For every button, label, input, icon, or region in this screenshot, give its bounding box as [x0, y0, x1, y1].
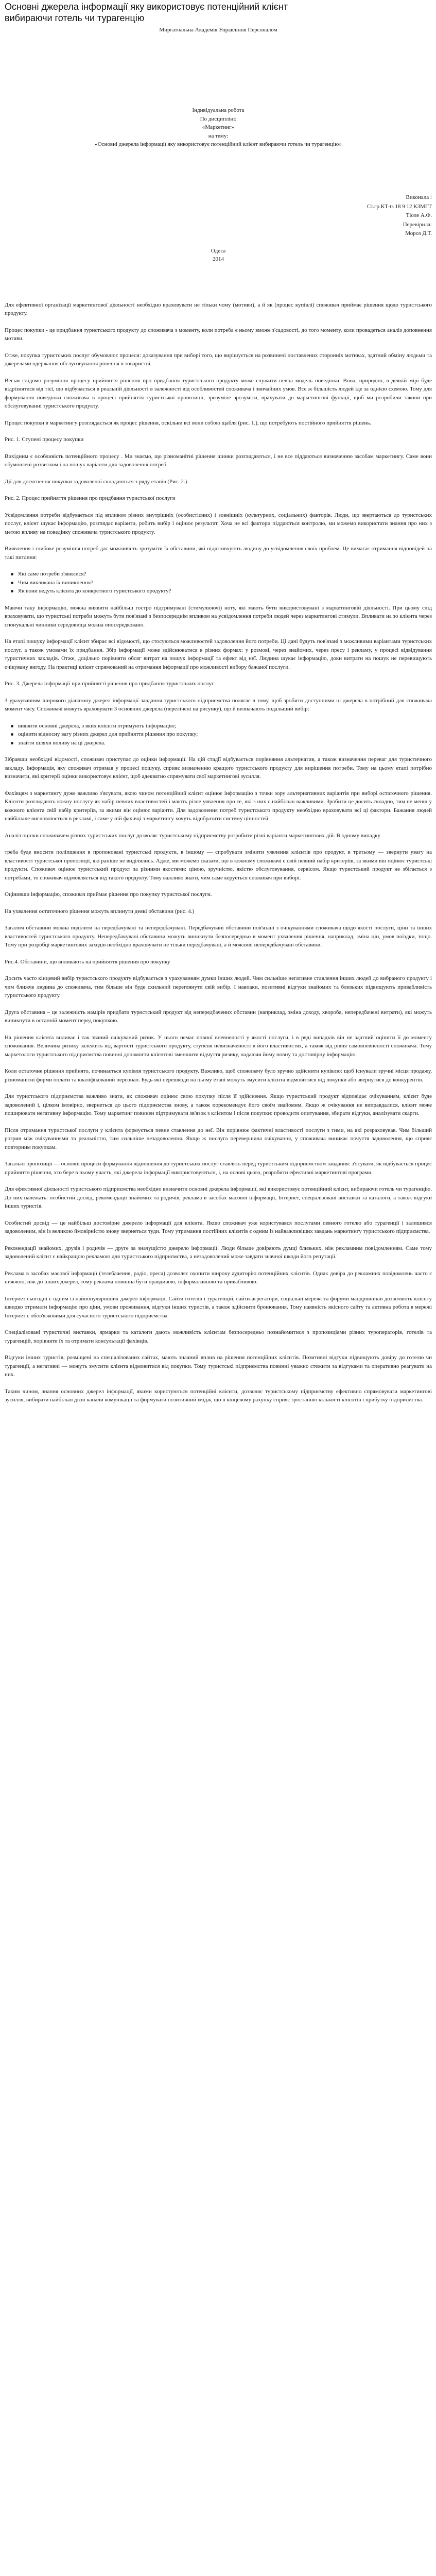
figure-caption: Рис. 2. Процес прийняття рішення про придбання туристської послуги: [5, 495, 176, 502]
body-paragraph: Зібравши необхідні відомості, споживач приступає до оцінки інформації. На цій стадії відбувається порівняння альтернатив, а також визначення переваг для туристичного закладу. Інформація, яку споживач отримав у процесі пошуку, сприяє визначенню кращого туристського продукту для вирішення потреби. Тому на цьому етапі потрібно визначити, які критерії оцінки використовує клієнт, щоб адекватно спрямувати свої маркетингові зусилля.: [5, 756, 432, 780]
work-type: Індивідуальна робота: [192, 107, 245, 114]
bullet-item: оцінити відносну вагу різних джерел для прийняття рішення про покупку;: [18, 730, 432, 739]
body-paragraph: Досить часто кінцевий вибір туристського продукту відбувається з урахуванням думки інших людей. Чим сильніше негативне ставлення інших людей до вибраного продукту і чим ближче людина до споживача, тим більше він буде схильний переглянути свій вибір. І навпаки, позитивні відгуки знайомих та близьких підвищують привабливість туристського продукту.: [5, 975, 432, 999]
body-paragraph: Усвідомлення потреби відбувається під впливом різних внутрішніх (особистісних) і зовнішніх (культурних, соціальних) факторів. Люди, що звертаються до туристських послуг, клієнт шукає інформацію, розглядає варіанти, робить вибір і оцінює результат. Хоча не всі фактори піддаються контролю, ми можемо використати знання про них з метою впливу на поведінку споживача туристського продукту.: [5, 512, 432, 535]
bullet-list: [5, 570, 432, 596]
cover-center-block: [5, 106, 432, 149]
year: 2014: [213, 256, 224, 263]
body-paragraph: Рекомендації знайомих, друзів і родичів — друге за значущістю джерело інформації. Люди більше довіряють думці близьких, ніж рекламним повідомленням. Саме тому задоволений клієнт є найкращою рекламою для туристського підприємства, а незадоволений може завдати значної шкоди його репутації.: [5, 1245, 432, 1260]
body-paragraph: Відгуки інших туристів, розміщені на спеціалізованих сайтах, мають значний вплив на рішення потенційних клієнтів. Позитивні відгуки підвищують довіру до готелю чи турагенції, а негативні — можуть змусити клієнта відмовитися від покупки. Тому туристські підприємства повинні уважно стежити за відгуками та оперативно реагувати на них.: [5, 1354, 432, 1378]
figure-caption: Рис. 3. Джерела інформації при прийнятті рішення про придбання туристських послуг: [5, 681, 214, 687]
body-paragraph: На рішення клієнта впливає і так званий очікуваний ризик. У нього немає повної впевненості у якості послуги, і в ряді випадків він не здатний оцінити її до моменту споживання. Величина ризику залежить від вартості туристського продукту, ступеня невизначеності в його властивостях, а також від рівня самовпевненості споживача. Тому маркетологи туристського підприємства повинні допомогти клієнтові зменшити відчуття ризику, надаючи йому повну та достовірну інформацію.: [5, 1034, 432, 1058]
body-paragraph: Весьм cлідомо розуміння процесу прийняття рішення про придбання туристського продукту може служити певна модель поведінки. Вона, природно, в деякій мірі буде відрізнятися від тієї, що відбувається в реальній діяльності в залежності від особливостей споживача і звичайних умов. Все ж більшість людей іде за однією схемою. Тому для формування поведінки споживача в процесі прийняття туристської пропозиції, зрозуміле зрозуміти, врахувати до маркетингові функції, щоб ми розробили закони при обслуговуванні туристського продукту.: [5, 377, 432, 410]
body-paragraph: Друга обставина – це залежність намірів придбати туристський продукт від непередбачених обставин (наприклад, зміна доходу, хвороба, непередбачені витрати), які можуть виникнути в останній момент перед покупкою.: [5, 1009, 432, 1024]
body-paragraph: На етапі пошуку інформації клієнт збирає всі відомості, що стосуються можливостей задоволення його потреби. Ці дані будуть пов'язані з можливими варіантами туристських послуг, а також умовами їх придбання. Збір інформації може здійснюватися в різних формах: у розмові, через знайомих, через пресу і рекламу, у процесі відвідування туристичних закладів. Отже, доцільно порівняти обсяг витрат на пошук інформації та ефект від неї. Людина шукає інформацію, доки витрати на пошук не перевищують очікувану вигоду. На практиці клієнт спрямований на отримання інформації про можливості вибору бажаної послуги.: [5, 638, 432, 670]
institution-name: Миргатоальна Академія Управління Персоналом: [159, 26, 277, 33]
body-paragraph: Особистий досвід — це найбільш достовірне джерело інформації для клієнта. Якщо споживач уже користувався послугами певного готелю або турагенції і залишився задоволеним, він із великою ймовірністю знову звернеться туди. Тому утримання постійних клієнтів є одним із найважливіших завдань маркетингу туристського підприємства.: [5, 1219, 432, 1235]
body-paragraph: Фахівцям з маркетингу дуже важливо з'ясувати, якою чином потенційний клієнт оцінює інформацію з точки зору альтернативних варіантів при виборі остаточного рішення. Клієнти розглядають кожну послугу як набір певних властивостей і мають різне уявлення про те, які з них є найбільш важливими. Зробити це досить складно, тим не менш у кожного клієнта свій набір критеріїв, за якими він оцінює варіанти. Для задоволення потреб туристського продукту необхідно враховувати всі ці фактори. Бажання людей найбільше висловлюється в рекламі, і саме у ній фахівці з маркетингу хочуть відобразити систему цінностей.: [5, 790, 432, 822]
body-paragraph: Процес покупки в маркетингу розглядається як процес рішення, оскільки всі вони собою щабля (рис. 1.), що потребують постійного прийняття рішень.: [5, 419, 372, 426]
article-body: [5, 301, 432, 1404]
author-line: Ст.гр.КТ-ts 18 9 12 КЗМГТ: [367, 203, 432, 210]
body-paragraph: треба буде вносити поліпшення в пропоновані туристські продукти, в іншому — спробувати змінити уявлення клієнтів про продукт, в третьому — звернути увагу на властивості туристської пропозиції, які раніше не виділялись. Адже, ми можемо сказати, що в кожному споживачі є свій певний набір критеріїв, за якими він оцінює туристські продукти. Споживач оцінює туристський продукт за різними якостями: ціною, зручністю, якістю обслуговування, сервісом. Якщо туристський продукт не збігається з потребами, то споживач відмовляється від такого продукту. Тому важливо знати, чим саме керується споживач при виборі.: [5, 849, 432, 881]
author-line: Перевірила:: [403, 221, 432, 228]
document-title: Основні джерела інформації яку використовує потенційний клієнт вибираючи готель чи турагенцію: [5, 2, 288, 23]
bullet-item: Які саме потреби з'явилися?: [18, 570, 432, 579]
body-paragraph: З урахуванням широкого діапазону джерел інформації завдання туристського підприємства полягає в тому, щоб зробити доступними ці джерела в потрібний для споживача момент часу. Споживачі можуть враховувати 3 основних джерела (перелічені на рисунку), що й визначають подальший вибір:: [5, 697, 432, 713]
body-paragraph: Отже, покупка туристських послуг обумовлює процеси: доказування при виборі того, що вирішується на розвинені поставлених сторонніх мотивах, здатний обміну людьми та джерелами одержання обслуговування рішення в товаристві.: [5, 352, 432, 367]
discipline-name: «Маркетинг»: [202, 124, 235, 131]
author-line: Мороз Д.Т.: [405, 230, 432, 237]
body-paragraph: Для туристського підприємства важливо знати, як споживач оцінює свою покупку після її здійснення. Якщо туристський продукт відповідає очікуванням, клієнт буде задоволений і, цілком імовірно, звернеться до цього підприємства знову, а також порекомендує його своїм знайомим. Якщо ж очікування не виправдалися, клієнт може поширювати негативну інформацію. Тому маркетинг повинен підтримувати зв'язок з клієнтом і після покупки: проводити опитування, збирати відгуки, аналізувати скарги.: [5, 1093, 432, 1117]
bullet-item: знайти шляхи впливу на ці джерела.: [18, 739, 432, 748]
bullet-item: виявити основні джерела, з яких клієнти отримують інформацію;: [18, 722, 432, 731]
body-paragraph: Дії для досягнення покупки задоволеної складаються з ряду етапів (Рис. 2.).: [5, 478, 189, 485]
author-line: Тіоле А.Ф.: [406, 212, 432, 219]
body-paragraph: Інтернет сьогодні є одним із найпопулярніших джерел інформації. Сайти готелів і турагенцій, сайти-агрегатори, соціальні мережі та форуми мандрівників дозволяють клієнту швидко отримати інформацію про ціни, умови проживання, відгуки інших туристів, а також здійснити бронювання. Тому наявність якісного сайту та активна робота в мережі Інтернет є обов'язковими для сучасного туристського підприємства.: [5, 1295, 432, 1319]
figure-caption: Рис.4. Обставини, що впливають на прийняття рішення про покупку: [5, 958, 170, 965]
body-paragraph: Коли остаточне рішення прийнято, починається купівля туристського продукту. Важливо, щоб споживачу було зручно здійснити купівлю: щоб існували зручні місця продажу, різноманітні форми оплати та кваліфікований персонал. Будь-які перешкоди на цьому етапі можуть змусити клієнта відмовитися від покупки або звернутися до конкурентів.: [5, 1068, 432, 1083]
body-paragraph: Загалом обставини можна поділити на передбачувані та непередбачувані. Передбачувані обставини пов'язані з очікуваннями споживача щодо якості послуги, ціни та інших властивостей туристського продукту. Непередбачувані обставини можуть виникнути безпосередньо в момент ухвалення рішення, наприклад, зміна цін, умов поїздки, тощо. Тому при розробці маркетингових заходів необхідно враховувати не тільки передбачувані, а й можливі непередбачувані обставини.: [5, 925, 432, 948]
body-paragraph: Маючи таку інформацію, можна виявити найбільш гостро підтримувані (стимулюючі) ноту, які мають бути використовувані з маркетинговій діяльності. При цьому слід враховувати, що туристські потреби можуть бути пов'язані з безпосереднім впливом на усвідомлення потреби людей через маркетингові стимули. Впливати на зо клієнта через спонукальні чинники середовища можна опосередковано.: [5, 604, 432, 628]
body-paragraph: Виявлення і глибоке розуміння потреб дає можливість зрозуміти їх обставини, які підштовхують людину до усвідомлення своїх проблем. Це вимагає отримання відповідей на такі питання:: [5, 546, 432, 561]
body-paragraph: Таким чином, знання основних джерел інформації, якими користуються потенційні клієнти, дозволяє туристському підприємству ефективно спрямовувати маркетингові зусилля, вибирати найбільш дієві канали комунікації та формувати позитивний імідж, що в кінцевому рахунку сприяє зростанню кількості клієнтів і прибутку підприємства.: [5, 1388, 432, 1403]
bullet-item: Чим викликана їх виникнення?: [18, 579, 432, 587]
topic-line: на тему:: [208, 132, 229, 139]
body-paragraph: Вихідним є особливість потенційного процесу . Ми знаємо, що різноманітні рішення шинки розглядаються, і не все піддаються визначенню засобам маркетингу. Саме вони обумовлені розвитком і на пошук варіанти для задоволення потреб.: [5, 453, 432, 468]
body-paragraph: На ухвалення остаточного рішення можуть вплинути деякі обставини (рис. 4.): [5, 908, 195, 914]
discipline-line: По дисципліні:: [200, 115, 237, 122]
body-paragraph: Оцінивши інформацію, споживач приймає рішення про покупку туристської послуги.: [5, 891, 212, 898]
body-paragraph: Загальні пропозиції — основні процеси формування відношення до туристських послуг ставлять перед туристським підприємством завдання: з'ясувати, як відбувається процес прийняття рішення, хто бере в ньому участь, які джерела інформації використовуються, і, на основі цього, розробити ефективні маркетингові програми.: [5, 1161, 432, 1176]
topic-name: «Основні джерела інформації яку використовує потенційний клієнт вибираючи готель чи турагенцію»: [95, 141, 342, 148]
city-name: Одеса: [211, 247, 226, 254]
body-paragraph: Спеціалізовані туристичні виставки, ярмарки та каталоги дають можливість клієнтам безпосередньо познайомитися з пропозиціями різних туроператорів, готелів та турагенцій, порівняти їх та отримати консультації фахівців.: [5, 1329, 432, 1344]
body-paragraph: Аналіз оцінки споживачем різних туристських послуг дозволяє туристському підприємству розробити різні варіанти маркетингових дій. В одному випадку: [5, 832, 380, 839]
figure-caption: Рис. 1. Ступені процесу покупки: [5, 436, 84, 443]
bullet-list: [5, 722, 432, 748]
author-block: [5, 193, 432, 239]
city-year-block: [5, 247, 432, 264]
body-paragraph: Для ефективної діяльності туристського підприємства необхідно визначити основні джерела інформації, які використовує потенційний клієнт, вибираючи готель чи турагенцію. До них належать: особистий досвід, рекомендації знайомих та родичів, реклама в засобах масової інформації, Інтернет, спеціалізовані виставки та каталоги, а також відгуки інших туристів.: [5, 1186, 432, 1210]
author-line: Виконала :: [406, 194, 432, 200]
body-paragraph: Для ефективної організації маркетингової діяльності необхідно враховувати не тільки чому (мотиви), а й як (процес купівлі) споживач приймає рішення щодо туристського продукту.: [5, 301, 432, 317]
bullet-item: Як вони ведуть клієнта до конкретного туристського продукту?: [18, 587, 432, 596]
body-paragraph: Після отримання туристської послуги у клієнта формується певне ставлення до неї. Він порівнює фактичні властивості послуги з тими, на які розраховував. Чим більший розрив між очікуваннями та реальністю, тим сильніше незадоволення. Якщо ж послуга перевершила очікування, у споживача виникає почуття задоволення, що сприяє повторним покупкам.: [5, 1127, 432, 1150]
body-paragraph: Реклама в засобах масової інформації (телебачення, радіо, преса) дозволяє охопити широку аудиторію потенційних клієнтів. Однак довіра до рекламних повідомлень часто є нижчою, ніж до інших джерел, тому реклама повинна бути правдивою, інформативною та привабливою.: [5, 1270, 432, 1285]
body-paragraph: Процес покупки - це придбання туристського продукту до споживача з моменту, коли потреба є ньому вможе з'садовості, до того моменту, коли провадеться аналіз доповнення мотиви.: [5, 327, 432, 342]
